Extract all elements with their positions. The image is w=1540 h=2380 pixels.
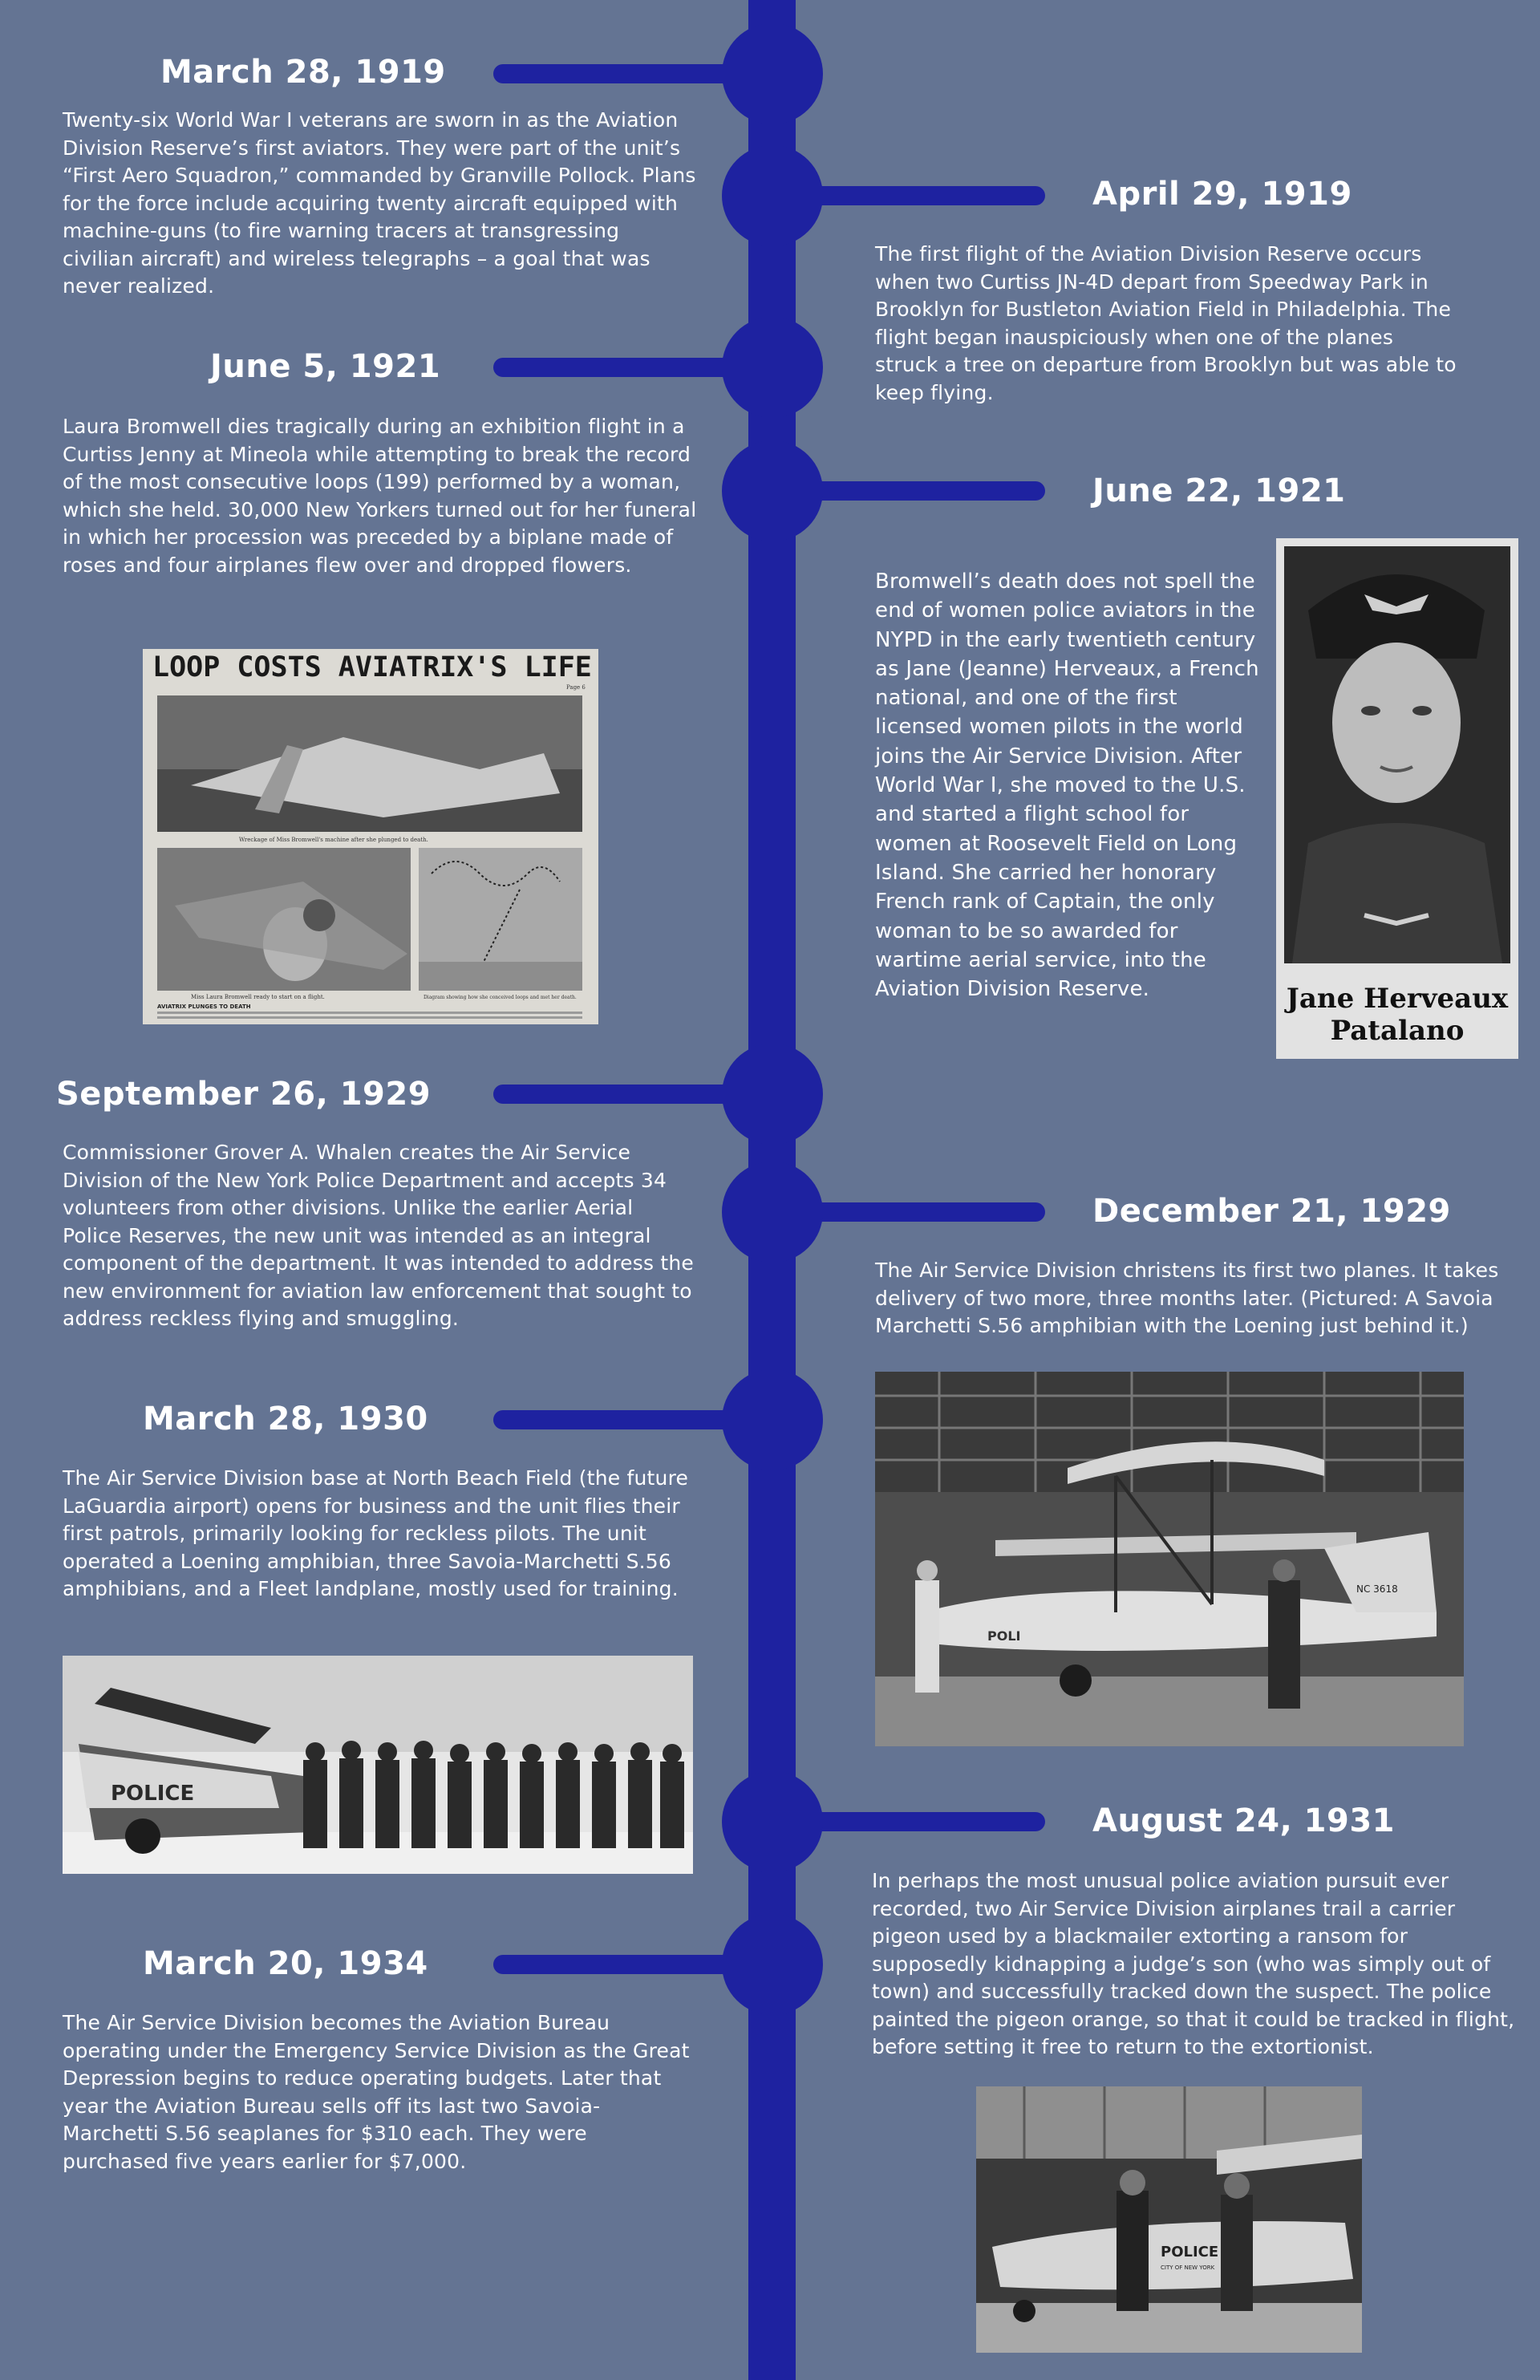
event-description: Laura Bromwell dies tragically during an exhibition flight in a Curtiss Jenny at Mineola while attempting to break the record of the most consecutive loops (199) performed by a woman, which she held. 30,000 New Yorkers turned out for her funeral in which her procession was preceded by a biplane made of roses and four airplanes flew over and dropped flowers. [63, 415, 697, 577]
event-description: The first flight of the Aviation Division Reserve occurs when two Curtiss JN-4D depart from Speedway Park in Brooklyn for Bustleton Aviation Field in Philadelphia. The flight began inauspiciously when one of the planes struck a tree on departure from Brooklyn but was able to keep flying. [875, 242, 1457, 404]
event-date: April 29, 1919 [1092, 176, 1352, 213]
aviators-plane-subtext: CITY OF NEW YORK [1161, 2264, 1215, 2271]
event-date: March 20, 1934 [143, 1945, 428, 1982]
timeline-node [722, 23, 823, 124]
newspaper-caption-left: Miss Laura Bromwell ready to start on a flight. [191, 994, 325, 1000]
newspaper-caption-right: Diagram showing how she conceived loops and met her death. [424, 995, 577, 1000]
newspaper-page-marker: Page 6 [566, 684, 586, 691]
portrait-graphic [1276, 538, 1518, 1059]
portrait-caption-line2: Patalano [1330, 1015, 1465, 1047]
event-description: The Air Service Division base at North Beach Field (the future LaGuardia airport) opens for business and the unit flies their first patrols, primarily looking for reckless pilots. The unit operated a Loening amphibian, three Savoia-Marchetti S.56 amphibians, and a Fleet landplane, mostly used for training. [63, 1466, 689, 1600]
savoia-marchetti-hangar-photo [875, 1372, 1464, 1746]
event-date: March 28, 1919 [160, 54, 446, 91]
timeline-node [722, 145, 823, 246]
timeline-node [722, 317, 823, 418]
timeline-node [722, 1771, 823, 1872]
newspaper-caption-top: Wreckage of Miss Bromwell's machine after she plunged to death. [239, 837, 428, 843]
event-description: Bromwell’s death does not spell the end of women police aviators in the NYPD in the early twentieth century as Jane (Jeanne) Herveaux, a French national, and one of the first licensed women pilots in the world joins the Air Service Division. After World War I, she moved to the U.S. and started a flight school for women at Roosevelt Field on Long Island. She carried her honorary French rank of Captain, the only woman to be so awarded for wartime aerial service, into the Aviation Division Reserve. [875, 570, 1259, 1002]
squad-graphic [63, 1656, 693, 1874]
aviation-squad-photo [63, 1656, 693, 1874]
timeline-node [722, 1044, 823, 1145]
event-description: The Air Service Division christens its first two planes. It takes delivery of two more, three months later. (Pictured: A Savoia Marchetti S.56 amphibian with the Loening just behind it.) [875, 1259, 1499, 1337]
event-date: June 22, 1921 [1092, 472, 1346, 509]
hangar-plane-reg: NC 3618 [1356, 1583, 1398, 1595]
event-description: In perhaps the most unusual police aviation pursuit ever recorded, two Air Service Division airplanes trail a carrier pigeon used by a blackmailer extorting a ransom for supposedly kidnapping a judge’s son (who was simply out of town) and successfully tracked down the suspect. The police painted the pigeon orange, so that it could be tracked in flight, before setting it free to return to the extortionist. [872, 1869, 1515, 2058]
portrait-photo-jane-herveaux [1276, 538, 1518, 1059]
event-description: Commissioner Grover A. Whalen creates the Air Service Division of the New York Police Department and accepts 34 volunteers from other divisions. Unlike the earlier Aerial Police Reserves, the new unit was intended as an integral component of the department. It was intended to address the new environment for aviation law enforcement that sought to address reckless flying and smuggling. [63, 1141, 694, 1330]
event-date: September 26, 1929 [56, 1076, 432, 1113]
hangar-graphic [875, 1372, 1464, 1746]
hangar-plane-marking: POLI [987, 1628, 1021, 1644]
event-description: The Air Service Division becomes the Aviation Bureau operating under the Emergency Service Division as the Great Depression begins to reduce operating budgets. Later that year the Aviation Bureau sells off its last two Savoia-Marchetti S.56 seaplanes for $310 each. They were purchased five years earlier for $7,000. [63, 2011, 690, 2173]
timeline-node [722, 1369, 823, 1470]
aviators-graphic [976, 2086, 1362, 2353]
timeline-node [722, 1162, 823, 1263]
event-date: December 21, 1929 [1092, 1193, 1451, 1230]
police-aviators-photo [976, 2086, 1362, 2353]
event-date: June 5, 1921 [210, 348, 441, 385]
timeline-node [722, 440, 823, 541]
event-date: August 24, 1931 [1092, 1802, 1396, 1839]
squad-plane-marking: POLICE [111, 1782, 195, 1806]
newspaper-clipping-graphic [143, 649, 598, 1024]
newspaper-clipping-image [143, 649, 598, 1024]
aviators-plane-marking: POLICE [1161, 2244, 1219, 2260]
event-date: March 28, 1930 [143, 1401, 428, 1437]
timeline-node [722, 1914, 823, 2015]
portrait-caption-line1: Jane Herveaux [1286, 983, 1509, 1015]
newspaper-subhead: AVIATRIX PLUNGES TO DEATH [157, 1003, 251, 1010]
newspaper-headline: LOOP COSTS AVIATRIX'S LIFE [152, 651, 592, 683]
event-description: Twenty-six World War I veterans are sworn in as the Aviation Division Reserve’s first aviators. They were part of the unit’s “First Aero Squadron,” commanded by Granville Pollock. Plans for the force include acquiring twenty aircraft equipped with machine-guns (to fire warning tracers at transgressing civilian aircraft) and wireless telegraphs – a goal that was never realized. [63, 108, 696, 298]
